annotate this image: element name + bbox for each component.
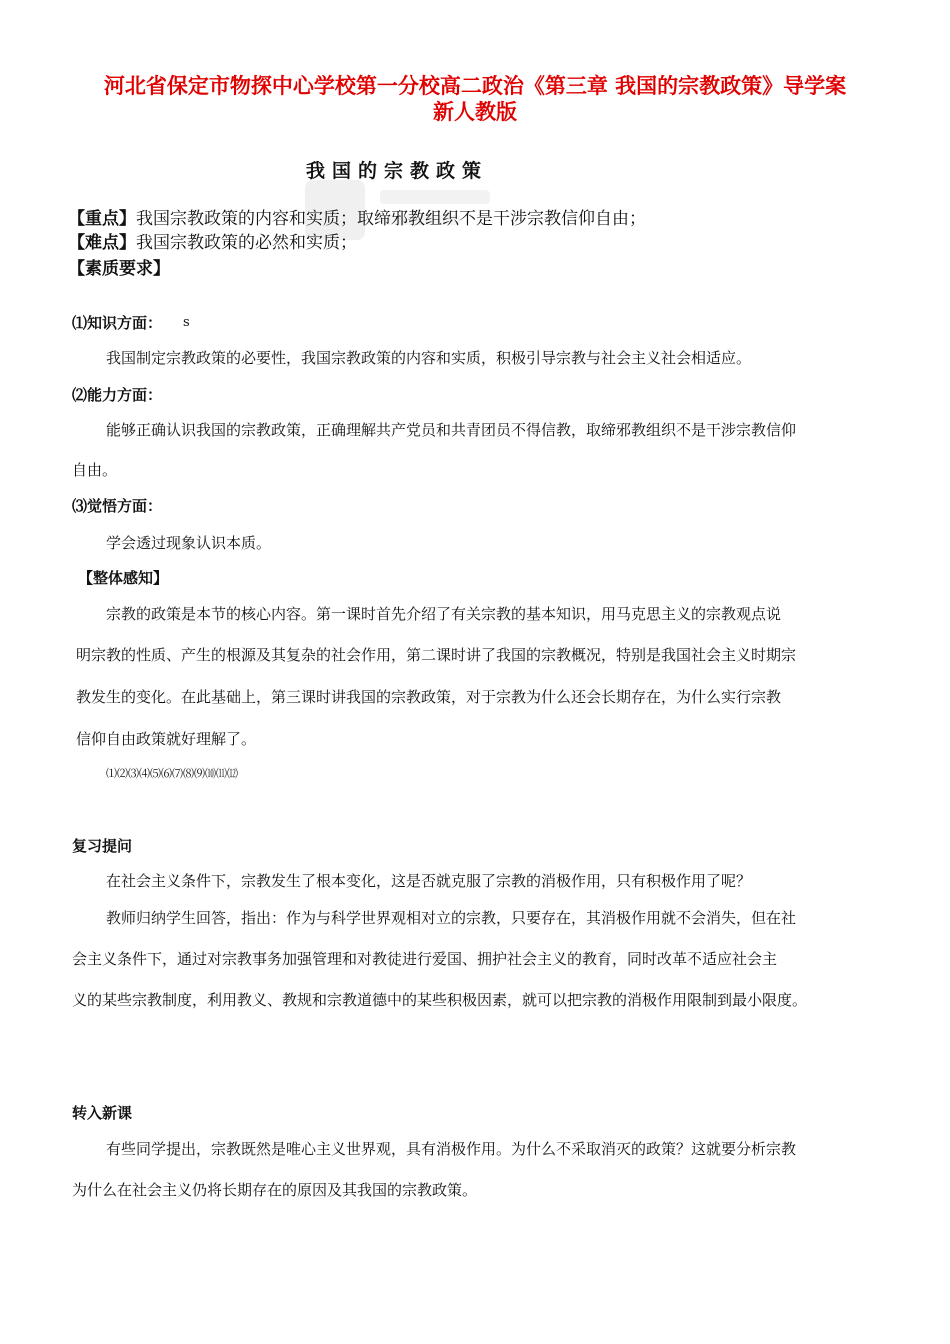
new-lesson-heading: 转入新课	[72, 1104, 133, 1122]
awareness-body: 学会透过现象认识本质。	[106, 534, 272, 552]
awareness-heading: ⑶觉悟方面：	[72, 497, 163, 515]
review-heading: 复习提问	[72, 837, 133, 855]
key-point-focus	[68, 208, 646, 230]
document-title-line1: 河北省保定市物探中心学校第一分校高二政治《第三章 我国的宗教政策》导学案	[103, 74, 847, 98]
numbering-sequence: ⑴⑵⑶⑷⑸⑹⑺⑻⑼⑽⑾⑿	[106, 767, 238, 780]
overview-heading: 【整体感知】	[78, 569, 169, 587]
new-lesson-line: 有些同学提出，宗教既然是唯心主义世界观，具有消极作用。为什么不采取消灭的政策？这就要分析宗教	[106, 1140, 797, 1158]
review-line: 在社会主义条件下，宗教发生了根本变化，这是否就克服了宗教的消极作用，只有积极作用了呢？	[106, 872, 752, 890]
overview-line: 明宗教的性质、产生的根源及其复杂的社会作用，第二课时讲了我国的宗教概况，特别是我国社会主义时期宗	[76, 646, 797, 664]
key-point-quality	[68, 258, 170, 280]
ability-line: 自由。	[72, 461, 118, 479]
review-line: 教师归纳学生回答，指出：作为与科学世界观相对立的宗教，只要存在，其消极作用就不会消失，但在社	[106, 909, 797, 927]
overview-line: 信仰自由政策就好理解了。	[76, 730, 257, 748]
overview-line: 宗教的政策是本节的核心内容。第一课时首先介绍了有关宗教的基本知识，用马克思主义的宗教观点说	[106, 605, 782, 623]
new-lesson-line: 为什么在社会主义仍将长期存在的原因及其我国的宗教政策。	[72, 1181, 478, 1199]
ability-line: 能够正确认识我国的宗教政策，正确理解共产党员和共青团员不得信教，取缔邪教组织不是干涉宗教信仰	[106, 421, 797, 439]
stray-character: s	[183, 315, 190, 330]
document-title-line2: 新人教版	[433, 100, 517, 124]
review-line: 会主义条件下，通过对宗教事务加强管理和对教徒进行爱国、拥护社会主义的教育，同时改革不适应社会主	[72, 950, 778, 968]
ability-heading: ⑵能力方面：	[72, 386, 163, 404]
section-subtitle: 我国的宗教政策	[306, 160, 489, 182]
key-point-tag: 【重点】	[68, 209, 136, 229]
key-point-difficulty	[68, 232, 357, 254]
review-line: 义的某些宗教制度，利用教义、教规和宗教道德中的某些积极因素，就可以把宗教的消极作用限制到最小限度。	[72, 991, 808, 1009]
key-point-text: 我国宗教政策的必然和实质；	[136, 233, 357, 253]
key-point-text: 我国宗教政策的内容和实质；取缔邪教组织不是干涉宗教信仰自由；	[136, 209, 646, 229]
overview-line: 教发生的变化。在此基础上，第三课时讲我国的宗教政策，对于宗教为什么还会长期存在，为什么实行宗教	[76, 688, 782, 706]
key-point-tag: 【难点】	[68, 233, 136, 253]
knowledge-body: 我国制定宗教政策的必要性，我国宗教政策的内容和实质，积极引导宗教与社会主义社会相适应。	[106, 349, 752, 367]
key-point-tag: 【素质要求】	[68, 259, 170, 279]
knowledge-heading: ⑴知识方面：	[72, 314, 163, 332]
